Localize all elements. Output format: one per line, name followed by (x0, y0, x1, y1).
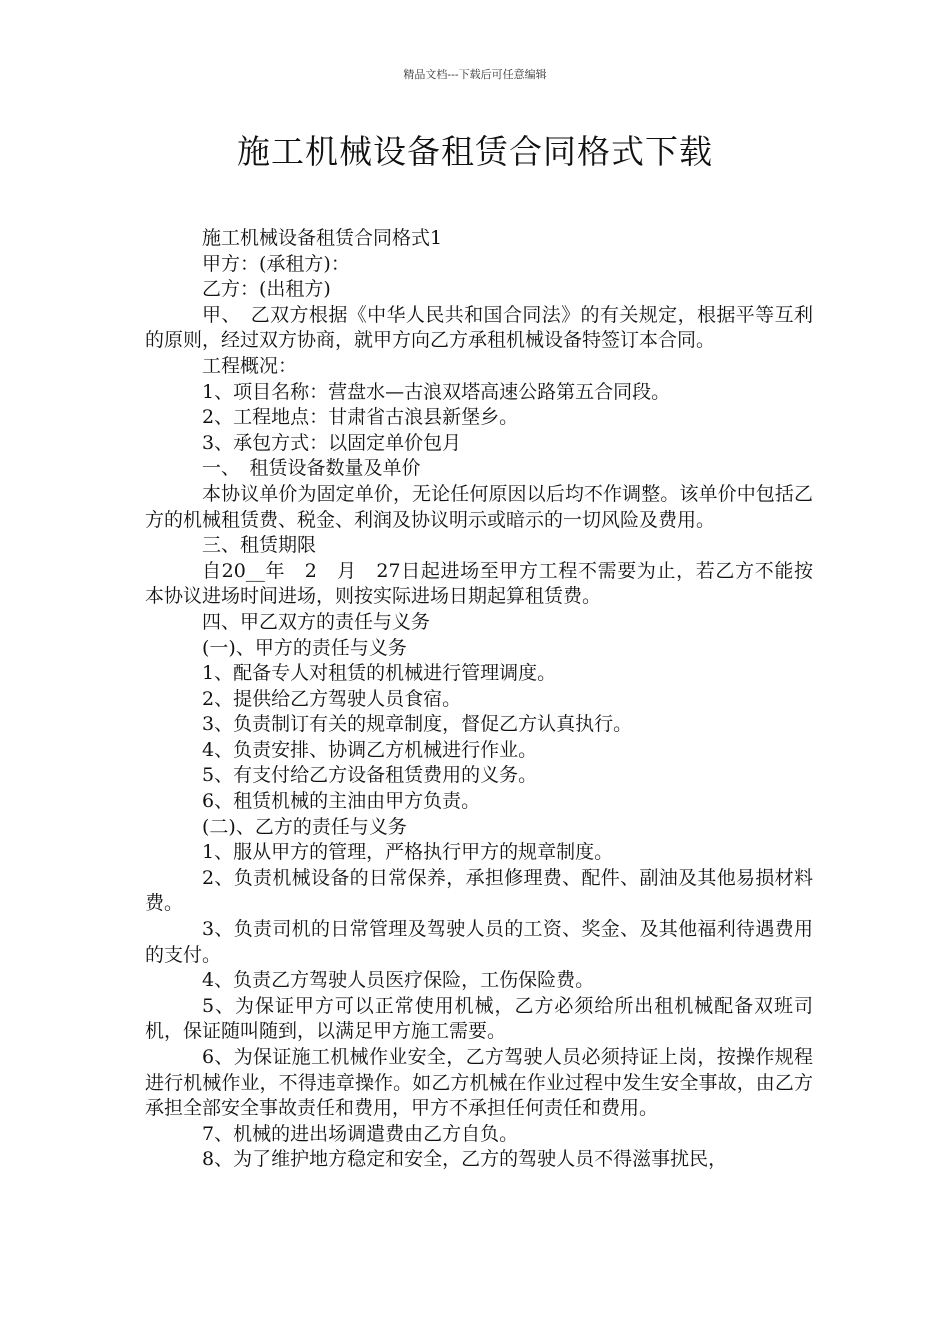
party-b: 乙方：(出租方) (202, 278, 331, 301)
section-heading: 施工机械设备租赁合同格式1 (202, 227, 443, 249)
paragraph: 工程概况： (202, 354, 298, 377)
paragraph: 一、 租赁设备数量及单价 (202, 457, 421, 480)
paragraph: 自20__年 2 月 27日起进场至甲方工程不需要为止，若乙方不能按本协议进场时间进场，则按实际进场日期起算租赁费。 (145, 559, 813, 608)
paragraph: 4、负责安排、协调乙方机械进行作业。 (202, 738, 538, 761)
document-title: 施工机械设备租赁合同格式下载 (237, 132, 713, 171)
paragraph: 6、租赁机械的主油由甲方负责。 (202, 790, 481, 813)
paragraph: 三、租赁期限 (202, 534, 317, 557)
paragraph: 7、机械的进出场调遣费由乙方自负。 (202, 1122, 519, 1145)
paragraph: 4、负责乙方驾驶人员医疗保险，工伤保险费。 (202, 969, 595, 992)
paragraph: 8、为了维护地方稳定和安全，乙方的驾驶人员不得滋事扰民， (202, 1148, 728, 1171)
paragraph: 甲、 乙双方根据《中华人民共和国合同法》的有关规定，根据平等互利的原则，经过双方协商，就甲方向乙方承租机械设备特签订本合同。 (145, 303, 813, 352)
paragraph: 5、为保证甲方可以正常使用机械，乙方必须给所出租机械配备双班司机，保证随叫随到，以满足甲方施工需要。 (145, 994, 813, 1043)
paragraph: 2、负责机械设备的日常保养，承担修理费、配件、副油及其他易损材料费。 (145, 866, 813, 915)
paragraph: 6、为保证施工机械作业安全，乙方驾驶人员必须持证上岗，按操作规程进行机械作业，不得违章操作。如乙方机械在作业过程中发生安全事故，由乙方承担全部安全事故责任和费用，甲方不承担任何责任和费用。 (145, 1046, 813, 1120)
paragraph: (一)、甲方的责任与义务 (202, 636, 407, 659)
paragraph: 1、配备专人对租赁的机械进行管理调度。 (202, 662, 557, 685)
paragraph: 1、项目名称：营盘水—古浪双塔高速公路第五合同段。 (202, 380, 671, 403)
paragraph: 四、甲乙双方的责任与义务 (202, 610, 431, 633)
paragraph: 本协议单价为固定单价，无论任何原因以后均不作调整。该单价中包括乙方的机械租赁费、税金、利润及协议明示或暗示的一切风险及费用。 (145, 482, 813, 531)
document-body (145, 226, 813, 1173)
paragraph: 1、服从甲方的管理，严格执行甲方的规章制度。 (202, 841, 614, 864)
party-a: 甲方：(承租方)： (202, 252, 350, 275)
paragraph: (二)、乙方的责任与义务 (202, 815, 407, 838)
paragraph: 3、负责制订有关的规章制度，督促乙方认真执行。 (202, 713, 633, 736)
paragraph: 2、工程地点：甘肃省古浪县新堡乡。 (202, 406, 519, 429)
paragraph: 2、提供给乙方驾驶人员食宿。 (202, 687, 462, 710)
header-note: 精品文档---下载后可任意编辑 (403, 68, 547, 81)
paragraph: 3、承包方式：以固定单价包月 (202, 431, 462, 454)
paragraph: 5、有支付给乙方设备租赁费用的义务。 (202, 764, 538, 787)
paragraph: 3、负责司机的日常管理及驾驶人员的工资、奖金、及其他福利待遇费用的支付。 (145, 918, 813, 966)
